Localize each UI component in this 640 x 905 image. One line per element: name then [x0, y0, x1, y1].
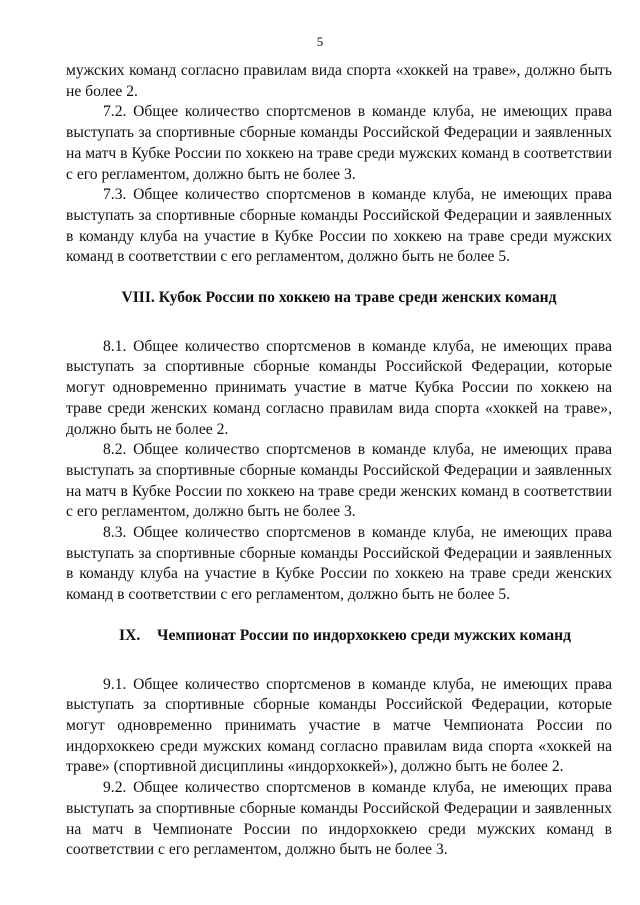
- section-heading-ix: [66, 626, 612, 647]
- section-number-ix: IX.: [119, 626, 141, 644]
- paragraph-7-3: 7.3. Общее количество спортсменов в команде клуба, не имеющих права выступать за спортивные сборные команды Российской Федерации и заявленных в команду клуба на участие в Кубке России по хоккею на траве среди мужских команд в соответствии с его регламентом, должно быть не более 5.: [66, 186, 612, 266]
- document-body: [66, 61, 612, 861]
- paragraph-9-1: 9.1. Общее количество спортсменов в команде клуба, не имеющих права выступать за спортивные сборные команды Российской Федерации, которые могут одновременно принимать участие в матче Чемпионата России по индорхоккею среди мужских команд согласно правилам вида спорта «хоккей на траве» (спортивной дисциплины «индорхоккей»), должно быть не более 2.: [66, 675, 612, 776]
- paragraph-9-2: 9.2. Общее количество спортсменов в команде клуба, не имеющих права выступать за спортивные сборные команды Российской Федерации и заявленных на матч в Чемпионате России по индорхоккею среди мужских команд в соответствии с его регламентом, должно быть не более 3.: [66, 779, 612, 859]
- paragraph-continuation: мужских команд согласно правилам вида спорта «хоккей на траве», должно быть не более 2.: [66, 62, 612, 100]
- section-heading-viii: VIII. Кубок России по хоккею на траве среди женских команд: [121, 289, 557, 307]
- paragraph-8-3: 8.3. Общее количество спортсменов в команде клуба, не имеющих права выступать за спортивные сборные команды Российской Федерации и заявленных в команду клуба на участие в Кубке России по хоккею на траве среди женских команд в соответствии с его регламентом, должно быть не более 5.: [66, 524, 612, 604]
- section-title-ix: Чемпионат России по индорхоккею среди мужских команд: [157, 626, 572, 644]
- paragraph-8-2: 8.2. Общее количество спортсменов в команде клуба, не имеющих права выступать за спортивные сборные команды Российской Федерации и заявленных на матч в Кубке России по хоккею на траве среди женских команд в соответствии с его регламентом, должно быть не более 3.: [66, 441, 612, 521]
- page-number: 5: [316, 34, 324, 49]
- paragraph-7-2: 7.2. Общее количество спортсменов в команде клуба, не имеющих права выступать за спортивные сборные команды Российской Федерации и заявленных на матч в Кубке России по хоккею на траве среди мужских команд в соответствии с его регламентом, должно быть не более 3.: [66, 103, 612, 183]
- paragraph-8-1: 8.1. Общее количество спортсменов в команде клуба, не имеющих права выступать за спортивные сборные команды Российской Федерации, которые могут одновременно принимать участие в матче Кубка России по хоккею на траве среди женских команд согласно правилам вида спорта «хоккей на траве», должно быть не более 2.: [66, 337, 612, 438]
